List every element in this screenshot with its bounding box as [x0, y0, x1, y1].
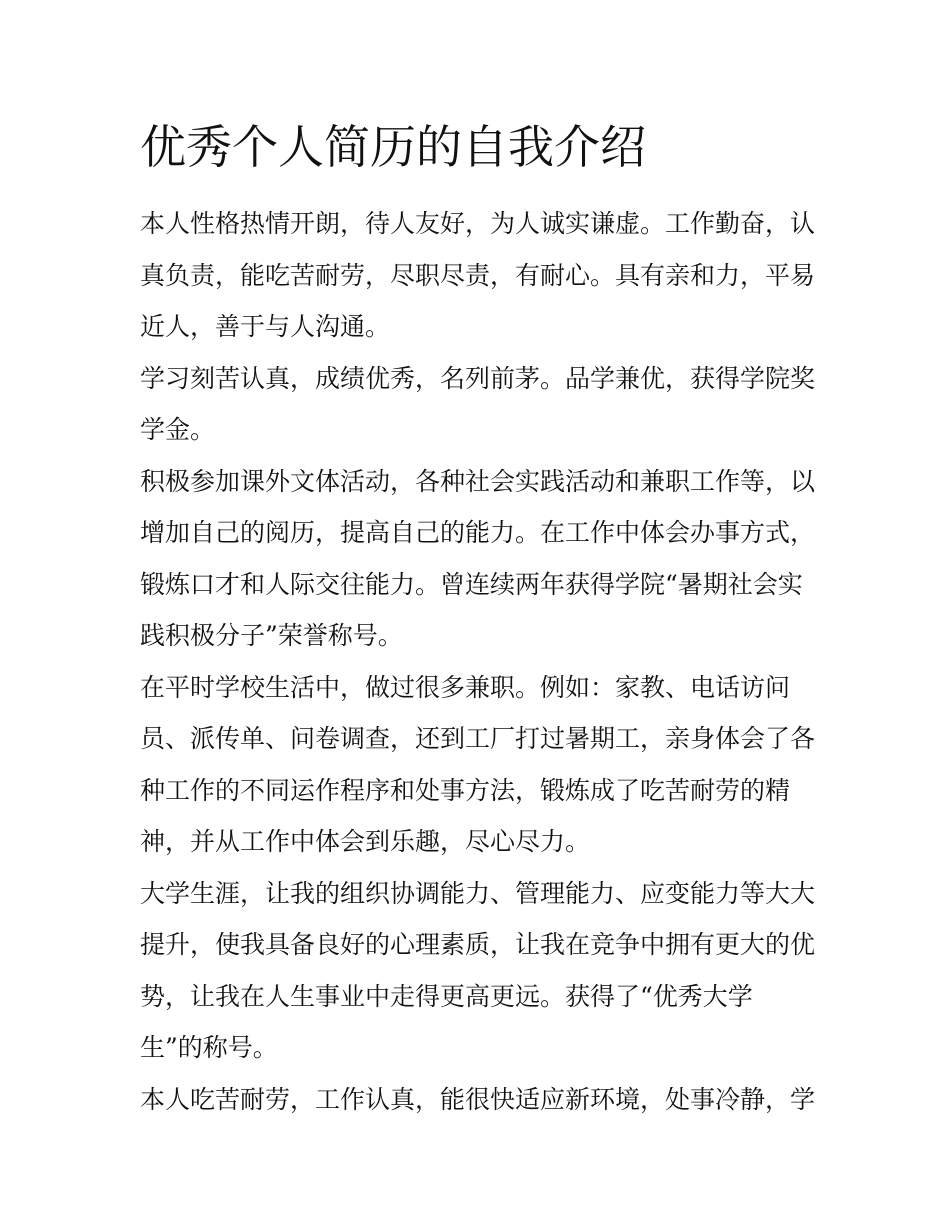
paragraph-personality: 本人性格热情开朗，待人友好，为人诚实谦虚。工作勤奋，认真负责，能吃苦耐劳，尽职尽责，有耐心。具有亲和力，平易近人，善于与人沟通。 [140, 209, 816, 341]
paragraph-study: 学习刻苦认真，成绩优秀，名列前茅。品学兼优，获得学院奖学金。 [140, 363, 816, 444]
paragraph-university-life: 大学生涯，让我的组织协调能力、管理能力、应变能力等大大提升，使我具备良好的心理素质，让我在竞争中拥有更大的优势，让我在人生事业中走得更高更远。获得了“优秀大学生”的称号。 [140, 878, 816, 1062]
paragraph-work-attitude: 本人吃苦耐劳，工作认真，能很快适应新环境，处事冷静，学 [140, 1084, 816, 1114]
paragraph-activities: 积极参加课外文体活动，各种社会实践活动和兼职工作等，以增加自己的阅历，提高自己的能力。在工作中体会办事方式，锻炼口才和人际交往能力。曾连续两年获得学院“暑期社会实践积极分子”荣誉称号。 [140, 466, 816, 650]
document-title: 优秀个人简历的自我介绍 [140, 120, 646, 174]
paragraph-part-time-jobs: 在平时学校生活中，做过很多兼职。例如：家教、电话访问员、派传单、问卷调查，还到工厂打过暑期工，亲身体会了各种工作的不同运作程序和处事方法，锻炼成了吃苦耐劳的精神，并从工作中体会到乐趣，尽心尽力。 [140, 672, 816, 856]
document-body [140, 198, 815, 1125]
